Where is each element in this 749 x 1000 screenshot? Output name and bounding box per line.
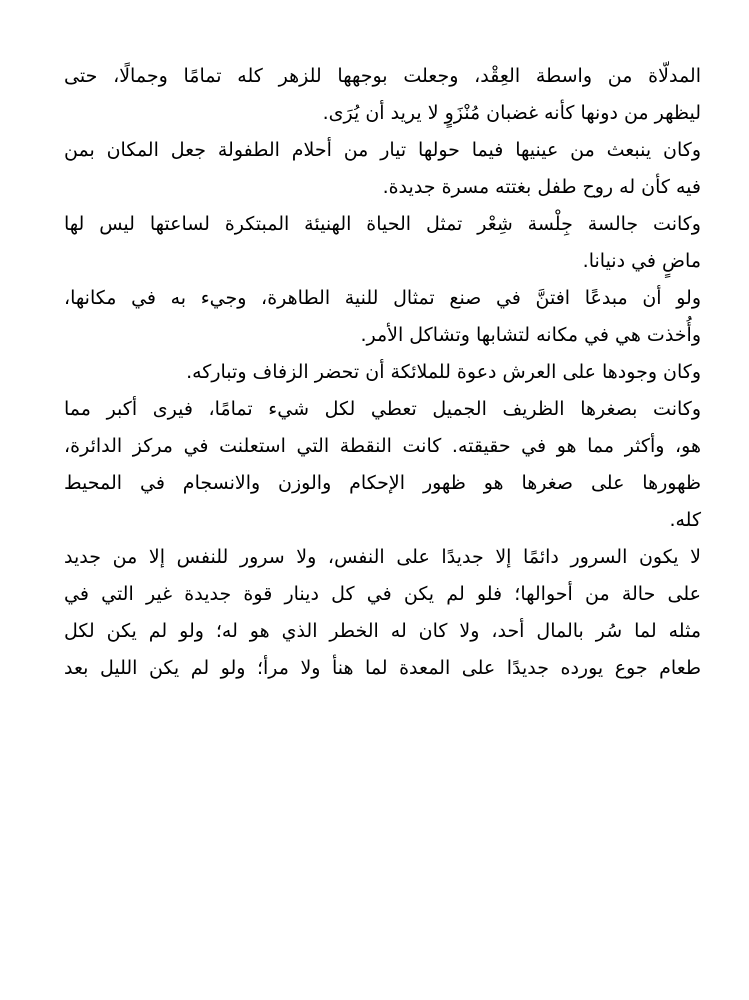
text-line: وكانت بصغرها الظريف الجميل تعطي لكل شيء تمامًا، فيرى أكبر مما	[64, 398, 701, 420]
text-line: ليظهر من دونها كأنه غضبان مُنْزَوٍ لا يريد أن يُرَى.	[322, 102, 701, 124]
text-line: فيه كأن له روح طفل بغتته مسرة جديدة.	[382, 176, 701, 198]
text-line: وكان ينبعث من عينيها فيما حولها تيار من أحلام الطفولة جعل المكان بمن	[64, 139, 701, 161]
text-line: مثله لما سُر بالمال أحد، ولا كان له الخطر الذي هو له؛ ولو لم يكن لكل	[64, 620, 701, 642]
text-line: طعام جوع يورده جديدًا على المعدة لما هنأ ولا مرأ؛ ولو لم يكن الليل بعد	[64, 657, 701, 679]
text-line: وكان وجودها على العرش دعوة للملائكة أن تحضر الزفاف وتباركه.	[186, 361, 701, 383]
text-line: ولو أن مبدعًا افتنَّ في صنع تمثال للنية الطاهرة، وجيء به في مكانها،	[64, 287, 701, 309]
text-line: هو، وأكثر مما هو في حقيقته. كانت النقطة التي استعلنت في مركز الدائرة،	[64, 435, 701, 457]
text-line: على حالة من أحوالها؛ فلو لم يكن في كل دينار قوة جديدة غير التي في	[64, 583, 701, 605]
text-line: وأُخذت هي في مكانه لتشابها وتشاكل الأمر.	[360, 324, 701, 346]
text-line: لا يكون السرور دائمًا إلا جديدًا على النفس، ولا سرور للنفس إلا من جديد	[64, 546, 701, 568]
text-line: كله.	[669, 509, 701, 531]
text-line: المدلّاة من واسطة العِقْد، وجعلت بوجهها للزهر كله تمامًا وجمالًا، حتى	[64, 65, 701, 87]
text-line: وكانت جالسة جِلْسة شِعْر تمثل الحياة الهنيئة المبتكرة لساعتها ليس لها	[64, 213, 701, 235]
text-line: ماضٍ في دنيانا.	[582, 250, 701, 272]
document-page	[64, 58, 701, 687]
text-line: ظهورها على صغرها هو ظهور الإحكام والوزن والانسجام في المحيط	[64, 472, 701, 494]
